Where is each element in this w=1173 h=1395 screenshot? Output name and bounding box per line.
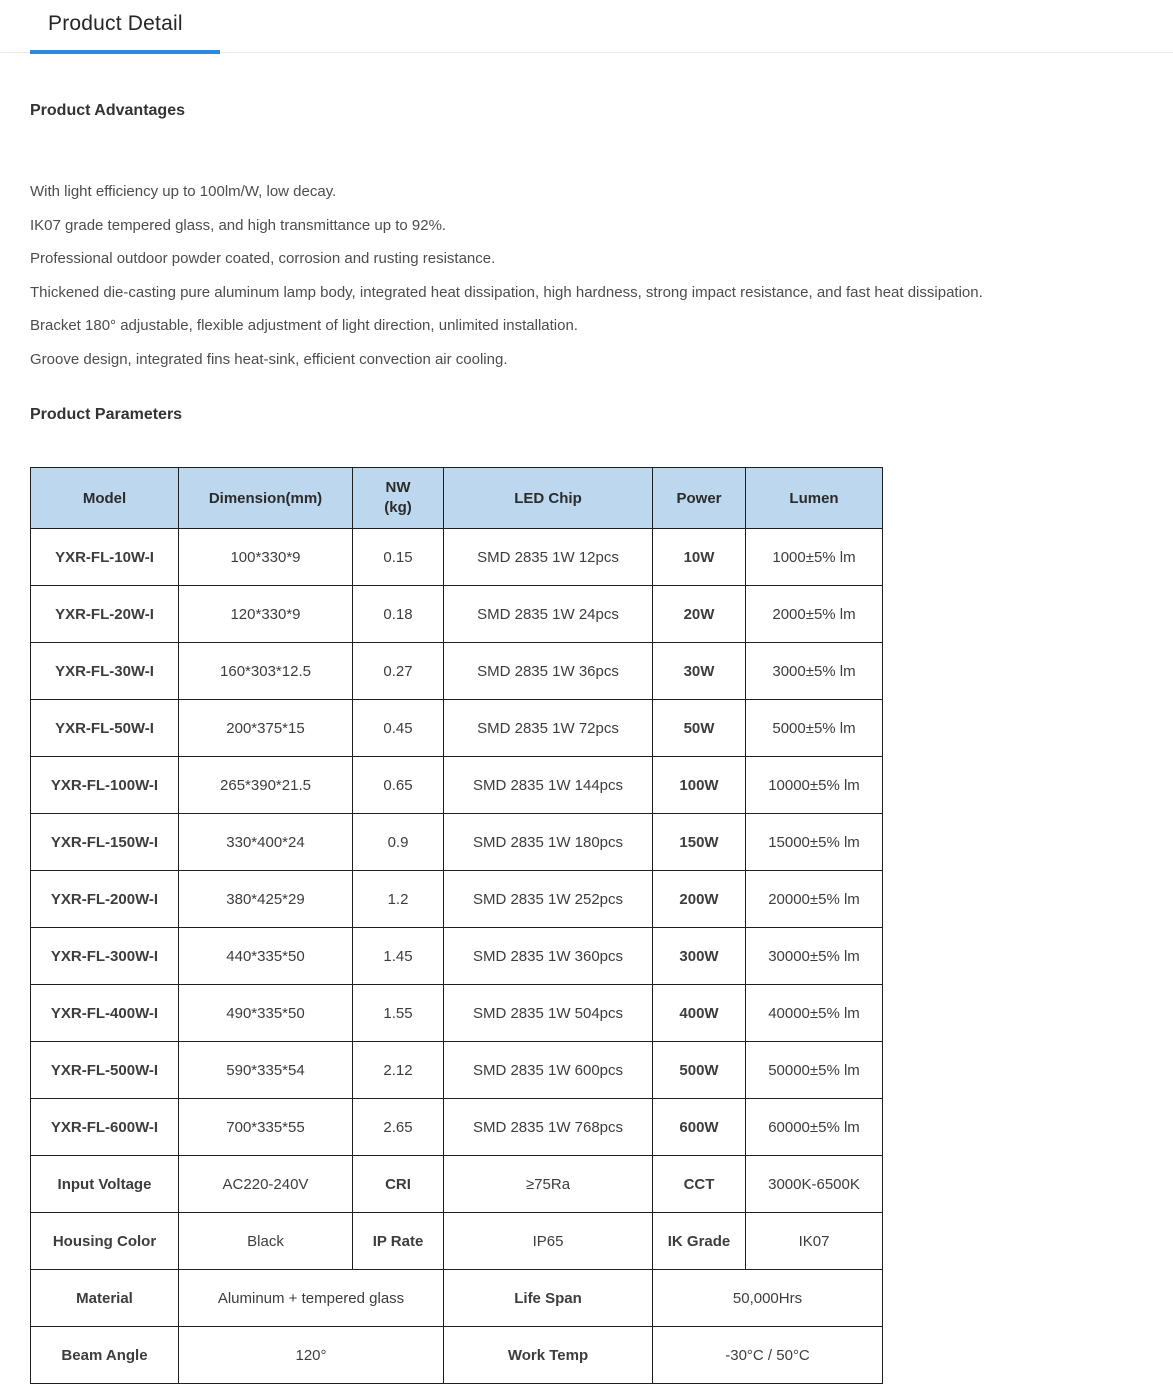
- spec-value-cct: 3000K-6500K: [746, 1156, 883, 1213]
- cell-power: 200W: [653, 871, 746, 928]
- advantage-line: IK07 grade tempered glass, and high transmittance up to 92%.: [30, 216, 447, 234]
- cell-power: 500W: [653, 1042, 746, 1099]
- cell-dimension: 160*303*12.5: [179, 643, 353, 700]
- spec-row-voltage: [31, 1156, 883, 1213]
- model-rows: [31, 529, 883, 1156]
- spec-value-beam-angle: 120°: [179, 1327, 444, 1384]
- parameters-table: [30, 467, 883, 1384]
- col-header-dimension: Dimension(mm): [179, 468, 353, 529]
- table-row: [31, 586, 883, 643]
- tab-product-detail-label: Product Detail: [48, 12, 183, 35]
- cell-nw: 0.15: [353, 529, 444, 586]
- cell-led-chip: SMD 2835 1W 600pcs: [444, 1042, 653, 1099]
- cell-power: 300W: [653, 928, 746, 985]
- advantage-line: Thickened die-casting pure aluminum lamp body, integrated heat dissipation, high hardness, strong impact resistance, and fast heat dissipation.: [30, 283, 983, 301]
- cell-lumen: 5000±5% lm: [746, 700, 883, 757]
- table-row: [31, 985, 883, 1042]
- col-header-model: Model: [31, 468, 179, 529]
- cell-led-chip: SMD 2835 1W 24pcs: [444, 586, 653, 643]
- spec-row-material: [31, 1270, 883, 1327]
- cell-model: YXR-FL-20W-I: [31, 586, 179, 643]
- cell-led-chip: SMD 2835 1W 504pcs: [444, 985, 653, 1042]
- spec-value-material: Aluminum + tempered glass: [179, 1270, 444, 1327]
- cell-dimension: 120*330*9: [179, 586, 353, 643]
- spec-label-cri: CRI: [353, 1156, 444, 1213]
- cell-model: YXR-FL-500W-I: [31, 1042, 179, 1099]
- spec-label-ik-grade: IK Grade: [653, 1213, 746, 1270]
- cell-lumen: 2000±5% lm: [746, 586, 883, 643]
- cell-led-chip: SMD 2835 1W 12pcs: [444, 529, 653, 586]
- spec-value-work-temp: -30°C / 50°C: [653, 1327, 883, 1384]
- cell-model: YXR-FL-400W-I: [31, 985, 179, 1042]
- advantage-line: Professional outdoor powder coated, corrosion and rusting resistance.: [30, 250, 496, 267]
- cell-nw: 1.55: [353, 985, 444, 1042]
- cell-lumen: 10000±5% lm: [746, 757, 883, 814]
- spec-row-beam-angle: [31, 1327, 883, 1384]
- spec-value-input-voltage: AC220-240V: [179, 1156, 353, 1213]
- spec-value-life-span: 50,000Hrs: [653, 1270, 883, 1327]
- table-row: [31, 643, 883, 700]
- cell-led-chip: SMD 2835 1W 144pcs: [444, 757, 653, 814]
- cell-model: YXR-FL-30W-I: [31, 643, 179, 700]
- cell-dimension: 265*390*21.5: [179, 757, 353, 814]
- spec-rows: [31, 1156, 883, 1384]
- cell-led-chip: SMD 2835 1W 72pcs: [444, 700, 653, 757]
- cell-lumen: 15000±5% lm: [746, 814, 883, 871]
- cell-power: 50W: [653, 700, 746, 757]
- tab-product-detail[interactable]: [0, 0, 183, 52]
- cell-dimension: 590*335*54: [179, 1042, 353, 1099]
- cell-lumen: 40000±5% lm: [746, 985, 883, 1042]
- cell-lumen: 1000±5% lm: [746, 529, 883, 586]
- parameters-heading: Product Parameters: [30, 406, 183, 423]
- table-row: [31, 700, 883, 757]
- spec-label-cct: CCT: [653, 1156, 746, 1213]
- cell-dimension: 100*330*9: [179, 529, 353, 586]
- table-row: [31, 814, 883, 871]
- spec-label-ip-rate: IP Rate: [353, 1213, 444, 1270]
- cell-power: 20W: [653, 586, 746, 643]
- spec-value-housing-color: Black: [179, 1213, 353, 1270]
- cell-power: 30W: [653, 643, 746, 700]
- cell-model: YXR-FL-600W-I: [31, 1099, 179, 1156]
- cell-dimension: 200*375*15: [179, 700, 353, 757]
- col-header-nw-line2: (kg): [384, 499, 412, 516]
- cell-model: YXR-FL-50W-I: [31, 700, 179, 757]
- spec-label-beam-angle: Beam Angle: [31, 1327, 179, 1384]
- cell-power: 10W: [653, 529, 746, 586]
- spec-label-life-span: Life Span: [444, 1270, 653, 1327]
- cell-power: 600W: [653, 1099, 746, 1156]
- cell-lumen: 50000±5% lm: [746, 1042, 883, 1099]
- tab-bar: [0, 0, 1173, 53]
- advantages-list: [30, 182, 1143, 369]
- cell-lumen: 20000±5% lm: [746, 871, 883, 928]
- table-row: [31, 871, 883, 928]
- cell-nw: 2.12: [353, 1042, 444, 1099]
- cell-nw: 0.45: [353, 700, 444, 757]
- cell-dimension: 380*425*29: [179, 871, 353, 928]
- spec-value-ip-rate: IP65: [444, 1213, 653, 1270]
- cell-lumen: 3000±5% lm: [746, 643, 883, 700]
- cell-power: 100W: [653, 757, 746, 814]
- cell-lumen: 30000±5% lm: [746, 928, 883, 985]
- cell-nw: 1.45: [353, 928, 444, 985]
- cell-dimension: 330*400*24: [179, 814, 353, 871]
- cell-led-chip: SMD 2835 1W 180pcs: [444, 814, 653, 871]
- cell-power: 150W: [653, 814, 746, 871]
- cell-nw: 0.9: [353, 814, 444, 871]
- cell-dimension: 490*335*50: [179, 985, 353, 1042]
- cell-model: YXR-FL-200W-I: [31, 871, 179, 928]
- cell-nw: 1.2: [353, 871, 444, 928]
- cell-model: YXR-FL-100W-I: [31, 757, 179, 814]
- cell-led-chip: SMD 2835 1W 36pcs: [444, 643, 653, 700]
- table-row: [31, 928, 883, 985]
- spec-label-work-temp: Work Temp: [444, 1327, 653, 1384]
- spec-value-ik-grade: IK07: [746, 1213, 883, 1270]
- table-row: [31, 1042, 883, 1099]
- cell-nw: 0.27: [353, 643, 444, 700]
- spec-label-housing-color: Housing Color: [31, 1213, 179, 1270]
- table-header-row: [31, 468, 883, 529]
- active-tab-underline: [30, 50, 220, 54]
- cell-nw: 2.65: [353, 1099, 444, 1156]
- cell-power: 400W: [653, 985, 746, 1042]
- cell-nw: 0.18: [353, 586, 444, 643]
- col-header-nw-line1: NW: [385, 479, 411, 496]
- spec-label-input-voltage: Input Voltage: [31, 1156, 179, 1213]
- cell-dimension: 700*335*55: [179, 1099, 353, 1156]
- table-row: [31, 757, 883, 814]
- spec-row-housing: [31, 1213, 883, 1270]
- content-area: [0, 102, 1173, 1384]
- cell-model: YXR-FL-10W-I: [31, 529, 179, 586]
- col-header-power: Power: [653, 468, 746, 529]
- spec-value-cri: ≥75Ra: [444, 1156, 653, 1213]
- cell-led-chip: SMD 2835 1W 252pcs: [444, 871, 653, 928]
- cell-led-chip: SMD 2835 1W 360pcs: [444, 928, 653, 985]
- col-header-lumen: Lumen: [746, 468, 883, 529]
- spec-label-material: Material: [31, 1270, 179, 1327]
- cell-lumen: 60000±5% lm: [746, 1099, 883, 1156]
- cell-nw: 0.65: [353, 757, 444, 814]
- cell-led-chip: SMD 2835 1W 768pcs: [444, 1099, 653, 1156]
- cell-model: YXR-FL-150W-I: [31, 814, 179, 871]
- advantage-line: Bracket 180° adjustable, flexible adjustment of light direction, unlimited installation.: [30, 317, 578, 334]
- advantage-line: Groove design, integrated fins heat-sink, efficient convection air cooling.: [30, 350, 508, 368]
- cell-dimension: 440*335*50: [179, 928, 353, 985]
- table-row: [31, 1099, 883, 1156]
- advantages-heading: Product Advantages: [30, 102, 185, 119]
- col-header-nw: [353, 468, 444, 529]
- col-header-led-chip: LED Chip: [444, 468, 653, 529]
- cell-model: YXR-FL-300W-I: [31, 928, 179, 985]
- advantage-line: With light efficiency up to 100lm/W, low decay.: [30, 183, 337, 200]
- table-row: [31, 529, 883, 586]
